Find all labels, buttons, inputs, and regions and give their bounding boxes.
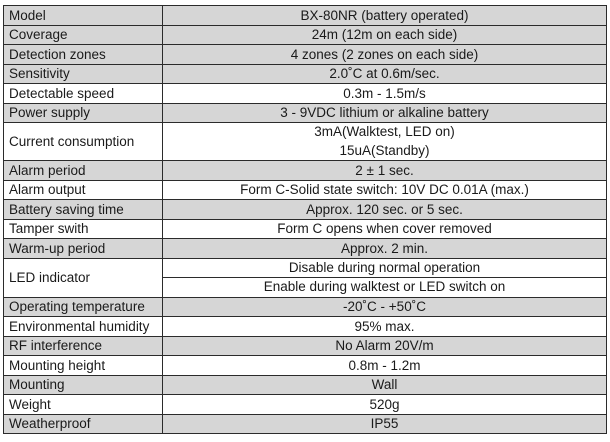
spec-value: BX-80NR (battery operated) [163,6,607,26]
spec-label: Current consumption [4,123,163,161]
spec-label: Environmental humidity [4,317,163,337]
spec-value: 2.0˚C at 0.6m/sec. [163,64,607,84]
spec-row [4,395,607,415]
spec-row [4,103,607,123]
spec-row [4,317,607,337]
spec-row [4,375,607,395]
spec-row [4,180,607,200]
spec-row [4,297,607,317]
spec-label: Tamper swith [4,219,163,239]
spec-label: Mounting [4,375,163,395]
spec-value: -20˚C - +50˚C [163,297,607,317]
spec-row [4,239,607,259]
spec-label: Warm-up period [4,239,163,259]
spec-value: Wall [163,375,607,395]
spec-value: 0.3m - 1.5m/s [163,84,607,104]
spec-value: Form C opens when cover removed [163,219,607,239]
spec-row [4,200,607,220]
spec-row [4,64,607,84]
spec-row [4,356,607,376]
spec-table [3,5,607,434]
spec-value-line: Disable during normal operation [288,259,481,275]
spec-label: RF interference [4,336,163,356]
spec-row [4,123,607,161]
spec-label: Detection zones [4,45,163,65]
spec-label: Alarm period [4,161,163,181]
spec-label: Detectable speed [4,84,163,104]
spec-value-multiline [163,123,607,161]
spec-value-line: 15uA(Standby) [339,142,430,158]
spec-value: No Alarm 20V/m [163,336,607,356]
spec-label: Mounting height [4,356,163,376]
spec-label: Model [4,6,163,26]
spec-value: 520g [163,395,607,415]
spec-value: IP55 [163,414,607,434]
spec-label: Coverage [4,25,163,45]
spec-label: Sensitivity [4,64,163,84]
spec-value: 95% max. [163,317,607,337]
spec-row [4,219,607,239]
spec-label: Battery saving time [4,200,163,220]
spec-label: Power supply [4,103,163,123]
spec-label: LED indicator [4,258,163,297]
spec-value: Approx. 2 min. [163,239,607,259]
spec-value: 24m (12m on each side) [163,25,607,45]
spec-row [4,25,607,45]
spec-row [4,414,607,434]
spec-row [4,45,607,65]
spec-value: 4 zones (2 zones on each side) [163,45,607,65]
spec-value: Approx. 120 sec. or 5 sec. [163,200,607,220]
spec-row [4,6,607,26]
spec-label: Operating temperature [4,297,163,317]
spec-value: 2 ± 1 sec. [163,161,607,181]
spec-row [4,161,607,181]
spec-value: 3 - 9VDC lithium or alkaline battery [163,103,607,123]
spec-label: Weight [4,395,163,415]
spec-value: Form C-Solid state switch: 10V DC 0.01A (max.) [163,180,607,200]
spec-value-line: 3mA(Walktest, LED on) [314,124,455,139]
spec-table-body [4,6,607,434]
spec-value-line: Enable during walktest or LED switch on [163,277,606,297]
spec-value: 0.8m - 1.2m [163,356,607,376]
spec-row [4,336,607,356]
spec-row [4,258,607,297]
spec-value-multiline [163,258,607,297]
spec-label: Alarm output [4,180,163,200]
spec-label: Weatherproof [4,414,163,434]
spec-row [4,84,607,104]
